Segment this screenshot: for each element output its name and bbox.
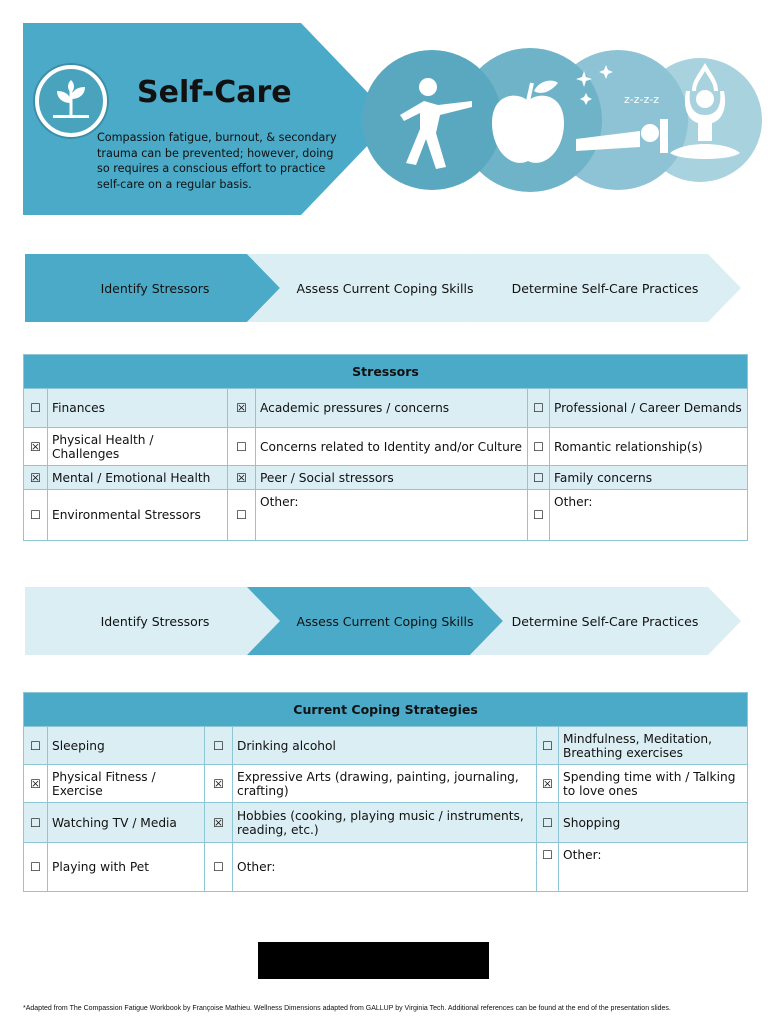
checkbox[interactable]: ☐	[528, 490, 550, 541]
stressors-title: Stressors	[24, 355, 748, 389]
coping-label: Expressive Arts (drawing, painting, journaling, crafting)	[233, 765, 537, 803]
coping-other-field[interactable]: Other:	[233, 843, 537, 892]
checkbox[interactable]: ☐	[205, 843, 233, 892]
stressor-label: Academic pressures / concerns	[256, 389, 528, 428]
coping-label: Watching TV / Media	[48, 803, 205, 843]
plant-logo-icon	[35, 65, 107, 137]
checkbox[interactable]: ☐	[205, 727, 233, 765]
stressor-label: Family concerns	[550, 466, 748, 490]
step-identify-stressors: Identify Stressors	[100, 280, 210, 296]
coping-strategies-table	[23, 692, 748, 892]
stressors-table	[23, 354, 748, 541]
coping-label: Spending time with / Talking to love ones	[559, 765, 748, 803]
step-determine-self-care: Determine Self-Care Practices	[511, 613, 699, 629]
running-person-icon	[380, 75, 480, 175]
checkbox[interactable]: ☒	[24, 765, 48, 803]
coping-label: Sleeping	[48, 727, 205, 765]
step-determine-self-care: Determine Self-Care Practices	[511, 280, 699, 296]
apple-icon	[478, 73, 578, 173]
step-assess-coping-skills: Assess Current Coping Skills	[296, 280, 474, 296]
step-identify-stressors: Identify Stressors	[100, 613, 210, 629]
checkbox[interactable]: ☒	[205, 765, 233, 803]
checkbox[interactable]: ☐	[24, 843, 48, 892]
coping-label: Physical Fitness / Exercise	[48, 765, 205, 803]
coping-label: Mindfulness, Meditation, Breathing exercises	[559, 727, 748, 765]
checkbox[interactable]: ☒	[24, 428, 48, 466]
checkbox[interactable]: ☐	[528, 466, 550, 490]
table-row	[24, 389, 748, 428]
table-row	[24, 490, 748, 541]
checkbox[interactable]: ☒	[24, 466, 48, 490]
stressor-other-field[interactable]: Other:	[256, 490, 528, 541]
coping-label: Playing with Pet	[48, 843, 205, 892]
checkbox[interactable]: ☒	[205, 803, 233, 843]
checkbox[interactable]: ☐	[528, 389, 550, 428]
table-row	[24, 803, 748, 843]
stressor-label: Physical Health / Challenges	[48, 428, 228, 466]
stressor-other-field[interactable]: Other:	[550, 490, 748, 541]
table-row	[24, 843, 748, 892]
intro-text: Compassion fatigue, burnout, & secondary trauma can be prevented; however, doing so requires a conscious effort to practice self-care on a regular basis.	[97, 131, 337, 191]
stressor-label: Mental / Emotional Health	[48, 466, 228, 490]
stressor-label: Finances	[48, 389, 228, 428]
stressor-label: Professional / Career Demands	[550, 389, 748, 428]
footnote: *Adapted from The Compassion Fatigue Workbook by Françoise Mathieu. Wellness Dimensions adapted from GALLUP by Virginia Tech. Additional references can be found at the end of the presentation slides.	[23, 1005, 671, 1012]
redacted-block	[258, 942, 489, 979]
process-chevrons-1	[25, 254, 745, 322]
coping-label: Drinking alcohol	[233, 727, 537, 765]
table-row	[24, 466, 748, 490]
svg-text:z-z-z-z: z-z-z-z	[624, 93, 660, 106]
checkbox[interactable]: ☐	[228, 490, 256, 541]
stressor-label: Concerns related to Identity and/or Culture	[256, 428, 528, 466]
wellness-icons	[360, 45, 768, 195]
meditation-icon	[660, 61, 750, 171]
checkbox[interactable]: ☐	[528, 428, 550, 466]
stressor-label: Romantic relationship(s)	[550, 428, 748, 466]
process-chevrons-2	[25, 587, 745, 655]
stressor-label: Peer / Social stressors	[256, 466, 528, 490]
checkbox[interactable]: ☒	[537, 765, 559, 803]
coping-label: Shopping	[559, 803, 748, 843]
header-banner	[23, 23, 393, 215]
coping-title: Current Coping Strategies	[24, 693, 748, 727]
checkbox[interactable]: ☐	[24, 803, 48, 843]
checkbox[interactable]: ☐	[24, 727, 48, 765]
table-row	[24, 428, 748, 466]
coping-label: Hobbies (cooking, playing music / instruments, reading, etc.)	[233, 803, 537, 843]
checkbox[interactable]: ☐	[24, 490, 48, 541]
table-row	[24, 765, 748, 803]
coping-other-field[interactable]: Other:	[559, 843, 748, 892]
step-assess-coping-skills: Assess Current Coping Skills	[296, 613, 474, 629]
checkbox[interactable]: ☐	[537, 727, 559, 765]
checkbox[interactable]: ☐	[537, 803, 559, 843]
checkbox[interactable]: ☐	[24, 389, 48, 428]
checkbox[interactable]: ☐	[537, 843, 559, 892]
checkbox[interactable]: ☒	[228, 389, 256, 428]
checkbox[interactable]: ☒	[228, 466, 256, 490]
checkbox[interactable]: ☐	[228, 428, 256, 466]
page-title: Self-Care	[137, 75, 292, 110]
table-row	[24, 727, 748, 765]
stressor-label: Environmental Stressors	[48, 490, 228, 541]
